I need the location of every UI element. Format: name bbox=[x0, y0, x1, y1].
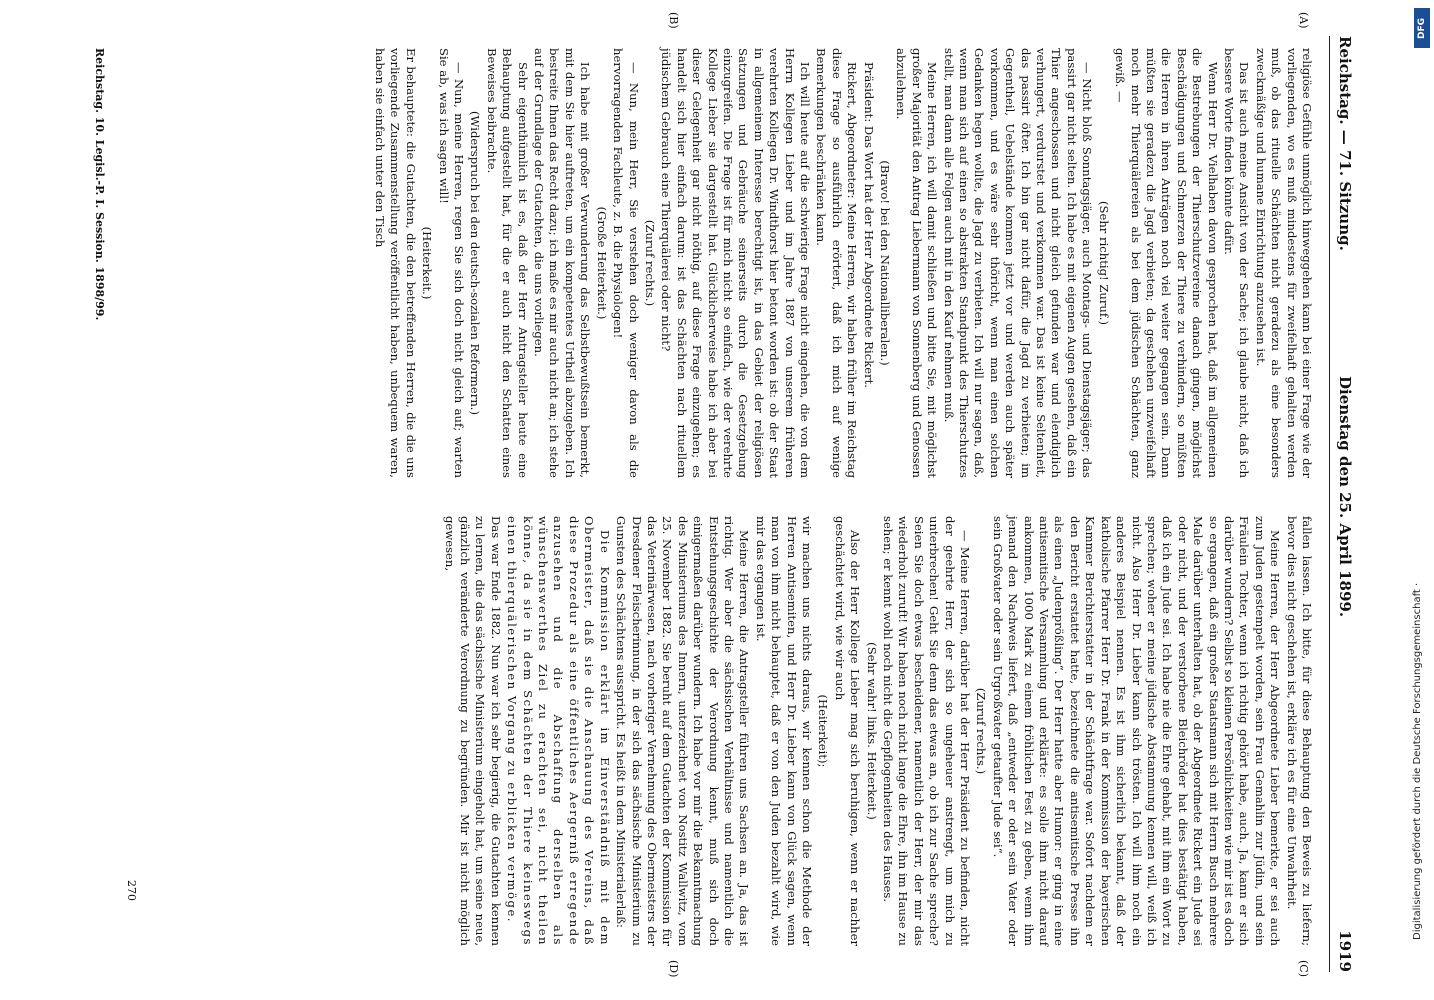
header-date: Dienstag den 25. April 1899. bbox=[1336, 376, 1354, 618]
interjection: (Heiterkeit); bbox=[816, 694, 831, 768]
header-page-number: 1919 bbox=[1336, 930, 1354, 972]
paragraph: — Meine Herren, darüber hat der Herr Präsident zu befinden, nicht der geehrte Herr, der sich so ungeheuer anstrengt, um mich zu unterbrechen! Geht Sie denn das etwas an, ob ich zur Sache spreche? Seien Sie doch etwas bescheidener, namentlich der Herr, der mir das wiederholt zuruft! Wir haben noch nicht lange die Ehre, ihn im Hause zu sehen; er kennt wohl noch nicht die Gepflogenheiten des Hauses. bbox=[881, 516, 973, 946]
dfg-credit: Digitalisierung gefördert durch die Deutsche Forschungsgemeinschaft · bbox=[1412, 582, 1423, 940]
paragraph: Wenn Herr Dr. Vielhaben davon gesprochen hat, daß im allgemeinen die Bestrebungen der Thierschutzvereine danach gingen, möglichst Beschädigungen und Schmerzen der Thiere zu verhindern, so müßten die Herren in ihren Anträgen noch viel weiter gegangen sein. Dann müßten sie geradezu die Jagd verbieten; da geschehen unzweifelhaft noch mehr Thierquälereien als bei dem jüdischen Schächten, ganz gewiß. — bbox=[1113, 48, 1220, 478]
interjection: (Heiterkeit.) bbox=[420, 226, 435, 300]
page-footer: Reichstag. 10. Legisl.-P. I. Session. 1898/99. bbox=[93, 48, 106, 321]
dfg-logo: DFG bbox=[1414, 8, 1430, 48]
page-header bbox=[1329, 36, 1356, 972]
paragraph: Sehr eigenthümlich ist es, daß der Herr Antragsteller heute eine Behauptung aufgestellt hat, für die er auch nicht den Schatten eines Beweises beibrachte. bbox=[484, 48, 530, 478]
paragraph: Meine Herren, der Herr Abgeordnete Lieber bemerkte, er sei auch zum Juden gestempelt worden, sein Frau Gemahlin zur Jüdin, und sein Fräulein Tochter, wenn ich richtig gehört habe, auch. Ja, kann er sich darüber wundern? Selbst so kleinen Persönlichkeiten wie mir ist es doch so ergangen, daß ein großer Staatsmann sich mit Herrn Busch mehrere Male darüber unterhalten hat, ob der Abgeordnete Rickert ein Jude sei oder nicht, und der verstorbene Bleichröder hat dies bestätigt haben, daß ich ein Jude sei. Ich habe nie die Ehre gehabt, mit ihm ein Wort zu sprechen; woher er meine jüdische Abstammung kennen will, weiß ich nicht. Also Herr Dr. Lieber kann sich trösten. Ich will ihm noch ein anderes Beispiel nennen. Es ist ihm sicherlich bekannt, daß der katholische Pfarrer Herr Dr. Frank in der Kommission der bayerischen Kammer Berichterstatter in der Schächtfrage war. Sofort nachdem er den Bericht erstattet hatte, bezeichnete die antisemitische Presse ihn als einen „Judenprößling“. Der Herr hatte aber Humor: er ging in eine antisemitische Versammlung und erklärte: es solle ihm nicht darauf ankommen, 1000 Mark zu einem fröhlichen Fest zu geben, wenn ihm jemand den Nachweis liefert, daß „entweder er oder sein Vater oder sein Großvater oder sein Urgroßvater getaufter Jude sei“. bbox=[990, 516, 1283, 946]
paragraph: Das war Ende 1882. Nun war ich sehr begierig, die Gutachten kennen zu lernen, die das sächsische Ministerium eingeholt hat, um seine neue, gänzlich veränderte Verordnung zu begründen. Mir ist nicht möglich gewesen, bbox=[442, 516, 503, 946]
paragraph: Meine Herren, die Antragsteller führen uns Sachsen an. Ja, das ist richtig. Wer aber die sächsischen Verhältnisse und namentlich die Entstehungsgeschichte der Verordnung kennt, muß sich doch einigermaßen darüber wundern. Ich habe vor mir die Bekanntmachung des Ministeriums des Innern, unterzeichnet von Nostitz Wallwitz, vom 25. November 1882. Sie beruht auf dem Gutachten der Kommission für das Veterinärwesen, nach vorheriger Vernehmung des Obermeisters der Dresdener Fleischerinnung, in der sich das sächsische Ministerium zu Gunsten des Schächtens ausspricht. Es heißt in dem Ministerialerlaß: bbox=[614, 516, 752, 946]
interjection: (Bravo! bei den Nationalliberalen.) bbox=[878, 160, 893, 366]
paragraph: — Nun, mein Herr, Sie verstehen doch weniger davon als die hervorragenden Fachleute, z. B. die Physiologen! bbox=[611, 48, 641, 478]
paragraph: Ich will heute auf die schwierige Frage nicht eingehen, die von dem Herrn Kollegen Lieber und im Jahre 1887 von unserem früheren verehrten Kollegen Dr. Windthorst hier betont worden ist: ob der Staat in allgemeinem Interesse berechtigt ist, in das Gebiet der religiösen Satzungen und Gebräuche seinerseits durch die Gesetzgebung einzugreifen. Die Frage ist für mich nicht so einfach, wie der verehrte Kollege Lieber sie dargestellt hat. Glücklicherweise habe ich aber bei dieser Gelegenheit gar nicht nöthig, auf diese Frage einzugehen; es handelt sich hier einfach darum: ist das Schächten nach rituellem jüdischem Gebrauch eine Thierquälerei oder nicht? bbox=[659, 48, 812, 478]
paragraph: Er behauptete: die Gutachten, die den betreffenden Herren, die die uns vorliegende Zusammenstellung veröffentlicht haben, unbequem waren, haben sie einfach unter den Tisch bbox=[373, 48, 418, 478]
paragraph: religiöse Gefühle unmöglich hinweggehen kann bei einer Frage wie der vorliegenden, wo es muß mindestens für zweifelhaft gehalten werden muß, ob das rituelle Schächten nicht geradezu als eine besonders zweckmäßige und humane Einrichtung anzusehen ist. bbox=[1253, 48, 1314, 478]
right-column bbox=[440, 516, 1314, 946]
interjection: (Sehr wahr! links. Heiterkeit.) bbox=[864, 642, 879, 820]
left-column bbox=[371, 48, 1314, 478]
paragraph: Das ist auch meine Ansicht von der Sache; ich glaube nicht, daß ich bessere Worte finden könnte dafür. bbox=[1221, 48, 1252, 478]
speaker-paragraph: Rickert, Abgeordneter: Meine Herren, wir haben früher im Reichstag diese Frage so ausführlich erörtert, daß ich mich auf wenige Bemerkungen beschränken kann. bbox=[814, 48, 860, 478]
interjection: (Große Heiterkeit.) bbox=[594, 206, 609, 320]
interjection: (Widerspruch bei den deutsch-sozialen Reformern.) bbox=[468, 111, 483, 415]
interjection: (Zuruf rechts.) bbox=[642, 219, 657, 307]
paragraph: Ich habe mit großer Verwunderung das Selbstbewußtsein bemerkt, mit dem Sie hier auftreten, um ein kompetentes Urtheil abzugeben. Ich bestreite Ihnen das Recht dazu; ich maße es mir auch nicht an; ich stehe auf der Grundlage der Gutachten, die uns vorliegen. bbox=[532, 48, 593, 478]
paragraph: Meine Herren, ich will damit schließen und bitte Sie, mit möglichst großer Majorität den Antrag Liebermann von Sonnenberg und Genossen abzulehnen. bbox=[894, 48, 940, 478]
paragraph: Also der Herr Kollege Lieber mag sich beruhigen, wenn er nachher geschächtet wird, wie wir auch bbox=[832, 516, 863, 946]
quoted-decree: Die Kommission erklärt im Einverständniß mit dem Obermeister, daß sie die Anschauung des Vereins, daß diese Prozedur als eine öffentliches Aergerniß erregende anzusehen und die Abschaffung derselben als wünschenswerthes Ziel zu erachten sei, nicht theilen könne, da sie in dem Schächten der Thiere keineswegs einen thierquälerischen Vorgang zu erblicken vermöge. bbox=[505, 516, 612, 946]
paragraph: — Nicht bloß Sonntagsjäger, auch Montags- und Dienstagsjäger; das passirt gar nicht selten. Ich habe es mit eigenen Augen gesehen, daß ein Thier angeschossen und nicht gleich gefunden war und elendiglich verhungert, verdurstet und verkommen war. Das ist keine Seltenheit, das passirt öfter. Ich bin gar nicht dafür, die Jagd zu verbieten; im Gegentheil, Uebelstände kommen jetzt vor und werden auch später vorkommen, und es wäre sehr thöricht, wenn man einen solchen Gedanken hegen wollte, die Jagd zu verbieten. Ich will nur sagen, daß, wenn man sich auf einen so abstrakten Standpunkt des Thierschutzes stellt, man dann alle Folgen auch mit in den Kauf nehmen muß. bbox=[941, 48, 1095, 478]
header-session: Reichstag. — 71. Sitzung. bbox=[1336, 36, 1354, 251]
interjection: (Zuruf rechts.) bbox=[974, 687, 989, 775]
paragraph: — Nun, meine Herren, regen Sie sich doch nicht gleich auf; warten Sie ab, was ich sagen will! bbox=[436, 48, 467, 478]
margin-mark-a: (A) bbox=[1297, 12, 1310, 29]
speaker-paragraph: Präsident: Das Wort hat der Herr Abgeordnete Rickert. bbox=[861, 62, 876, 388]
page-signature: 270 bbox=[125, 880, 138, 901]
margin-mark-b: (B) bbox=[667, 12, 680, 29]
margin-mark-c: (C) bbox=[1297, 960, 1310, 977]
paragraph: fallen lassen. Ich bitte, für diese Behauptung den Beweis zu liefern; bevor dies nicht geschehen ist, erkläre ich es für eine Unwahrheit. bbox=[1284, 516, 1314, 946]
interjection: (Sehr richtig! Zuruf.) bbox=[1096, 201, 1111, 325]
margin-mark-d: (D) bbox=[667, 960, 680, 978]
paragraph: wir machen uns nichts daraus, wir kennen schon die Methode der Herren Antisemiten, und Herr Dr. Lieber kann von Glück sagen, wenn man von ihm nicht behauptet, daß er von den Juden bezahlt wird, wie mir das ergangen ist. bbox=[753, 516, 814, 946]
